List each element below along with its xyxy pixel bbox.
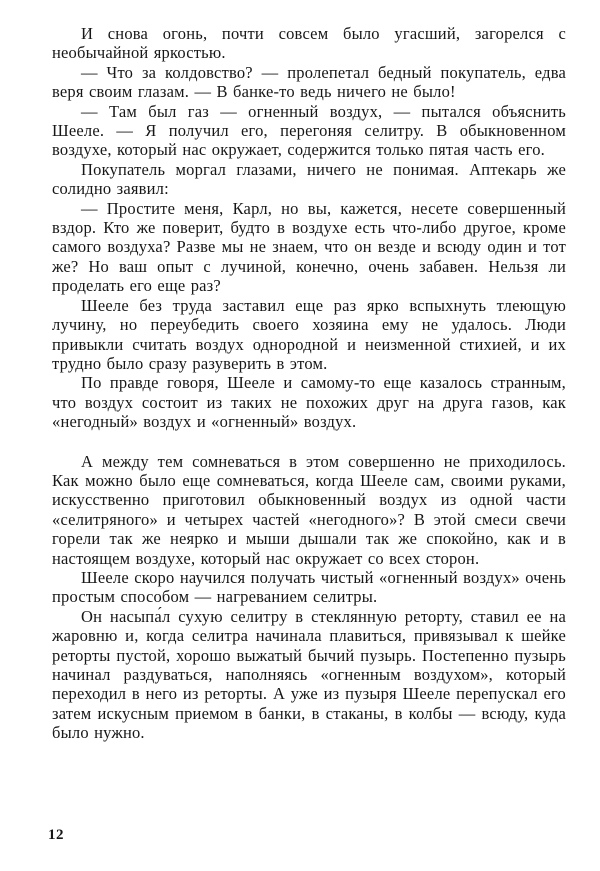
page-number: 12 xyxy=(48,827,64,843)
paragraph: Шееле скоро научился получать чистый «огненный воздух» очень простым способом — нагреванием селитры. xyxy=(52,567,566,607)
paragraph: — Там был газ — огненный воздух, — пытался объяснить Шееле. — Я получил его, перегоняя селитру. В обыкновенном воздухе, который нас окружает, содержится только пятая часть его. xyxy=(52,101,566,160)
paragraph: И снова огонь, почти совсем было угасший, загорелся с необычайной яркостью. xyxy=(52,24,566,63)
page-text xyxy=(52,24,566,743)
paragraph: Покупатель моргал глазами, ничего не понимая. Аптекарь же солидно заявил: xyxy=(52,159,566,199)
paragraph: — Что за колдовство? — пролепетал бедный покупатель, едва веря своим глазам. — В банке-то ведь ничего не было! xyxy=(52,62,566,102)
paragraph: По правде говоря, Шееле и самому-то еще казалось странным, что воздух состоит из таких не похожих друг на друга газов, как «негодный» воздух и «огненный» воздух. xyxy=(52,373,566,432)
paragraph: Шееле без труда заставил еще раз ярко вспыхнуть тлеющую лучину, но переубедить своего хозяина ему не удалось. Люди привыкли считать воздух однородной и неизменной стихией, и их трудно было сразу разуверить в этом. xyxy=(52,295,566,373)
paragraph: — Простите меня, Карл, но вы, кажется, несете совершенный вздор. Кто же поверит, будто в воздухе есть что-либо другое, кроме самого воздуха? Разве мы не знаем, что он везде и всюду один и тот же? Но ваш опыт с лучиной, конечно, очень забавен. Нельзя ли проделать его еще раз? xyxy=(52,198,566,296)
paragraph: Он насыпа́л сухую селитру в стеклянную реторту, ставил ее на жаровню и, когда селитра начинала плавиться, привязывал к шейке реторты пустой, хорошо выжатый бычий пузырь. Постепенно пузырь начинал раздуваться, наполняясь «огненным воздухом», который переходил в него из реторты. А уже из пузыря Шееле перепускал его затем искусным приемом в банки, в стаканы, в колбы — всюду, куда было нужно. xyxy=(52,606,566,743)
paragraph: А между тем сомневаться в этом совершенно не приходилось. Как можно было еще сомневаться, когда Шееле сам, своими руками, искусственно приготовил обыкновенный воздух из одной части «селитряного» и четырех частей «негодного»? В этой смеси свечи горели так же неярко и мыши дышали так же спокойно, как и в настоящем воздухе, который нас окружает со всех сторон. xyxy=(52,451,566,568)
